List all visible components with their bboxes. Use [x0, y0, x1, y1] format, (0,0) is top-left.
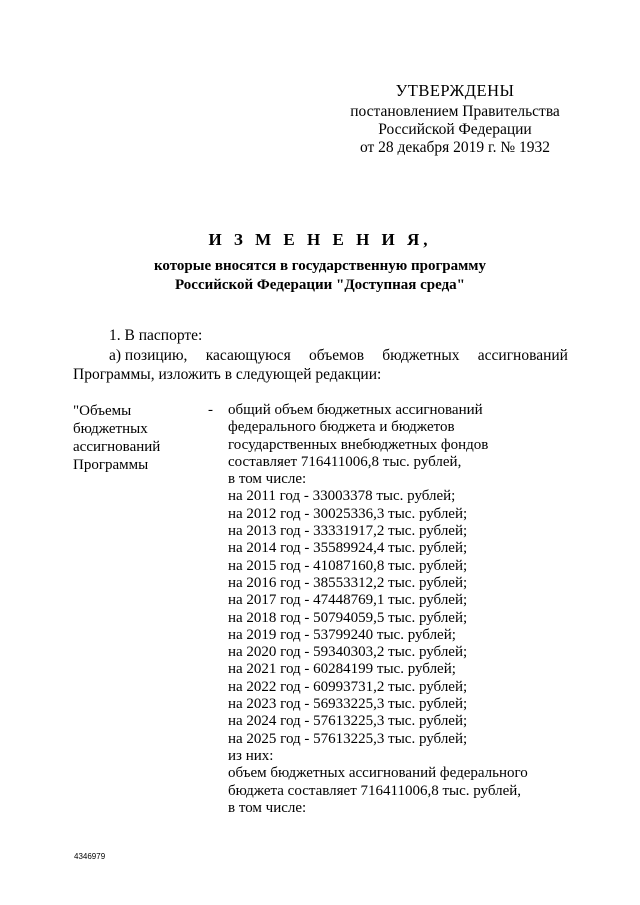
right-line: на 2019 год - 53799240 тыс. рублей; [228, 626, 456, 643]
document-subtitle [0, 257, 640, 295]
approval-title: УТВЕРЖДЕНЫ [395, 81, 515, 100]
right-line: на 2017 год - 47448769,1 тыс. рублей; [228, 592, 468, 609]
document-number: 4346979 [74, 852, 106, 861]
right-line: из них: [228, 747, 274, 764]
right-line: в том числе: [228, 799, 307, 816]
right-line: на 2024 год - 57613225,3 тыс. рублей; [228, 713, 468, 730]
table-left-column [73, 402, 160, 474]
subtitle-line-1: которые вносятся в государственную программу [153, 258, 487, 274]
right-line: бюджета составляет 716411006,8 тыс. рублей, [228, 782, 522, 799]
item-a-line-2: Программы, изложить в следующей редакции: [73, 366, 382, 383]
right-line: составляет 716411006,8 тыс. рублей, [228, 453, 462, 470]
right-line: на 2020 год - 59340303,2 тыс. рублей; [228, 644, 468, 661]
approval-line-2: Российской Федерации [378, 121, 532, 138]
right-line: на 2015 год - 41087160,8 тыс. рублей; [228, 557, 468, 574]
right-line: объем бюджетных ассигнований федерального [228, 765, 528, 782]
right-line: федерального бюджета и бюджетов [228, 419, 455, 436]
right-line: на 2022 год - 60993731,2 тыс. рублей; [228, 678, 468, 695]
right-line: в том числе: [228, 471, 307, 488]
item-1: 1. В паспорте: [109, 327, 203, 344]
left-line: бюджетных [73, 421, 148, 437]
right-line: на 2025 год - 57613225,3 тыс. рублей; [228, 730, 468, 747]
right-line: на 2011 год - 33003378 тыс. рублей; [228, 488, 456, 505]
left-line: "Объемы [73, 403, 132, 419]
right-line: на 2016 год - 38553312,2 тыс. рублей; [228, 574, 468, 591]
item-a-word: бюджетных [382, 347, 460, 364]
left-line: Программы [73, 457, 149, 473]
item-a-word: а) позицию, [109, 347, 188, 364]
table-right-column [228, 402, 568, 817]
item-a-word: касающуюся [205, 347, 291, 364]
approval-block [340, 82, 570, 157]
subtitle-line-2: Российской Федерации "Доступная среда" [175, 277, 465, 293]
item-a-word: ассигнований [477, 347, 568, 364]
right-line: на 2013 год - 33331917,2 тыс. рублей; [228, 523, 468, 540]
right-line: на 2021 год - 60284199 тыс. рублей; [228, 661, 456, 678]
right-line: на 2014 год - 35589924,4 тыс. рублей; [228, 540, 468, 557]
right-line: на 2023 год - 56933225,3 тыс. рублей; [228, 696, 468, 713]
right-line: общий объем бюджетных ассигнований [228, 402, 483, 418]
right-line: на 2018 год - 50794059,5 тыс. рублей; [228, 609, 468, 626]
item-a [73, 346, 568, 384]
table-dash: - [208, 402, 213, 418]
left-line: ассигнований [73, 439, 161, 455]
item-a-word: объемов [308, 347, 365, 364]
approval-line-1: постановлением Правительства [350, 103, 560, 120]
document-title: И З М Е Н Е Н И Я, [208, 230, 432, 249]
right-line: на 2012 год - 30025336,3 тыс. рублей; [228, 505, 468, 522]
right-line: государственных внебюджетных фондов [228, 436, 489, 453]
approval-line-3: от 28 декабря 2019 г. № 1932 [359, 139, 551, 156]
item-a-line-1 [73, 346, 568, 365]
